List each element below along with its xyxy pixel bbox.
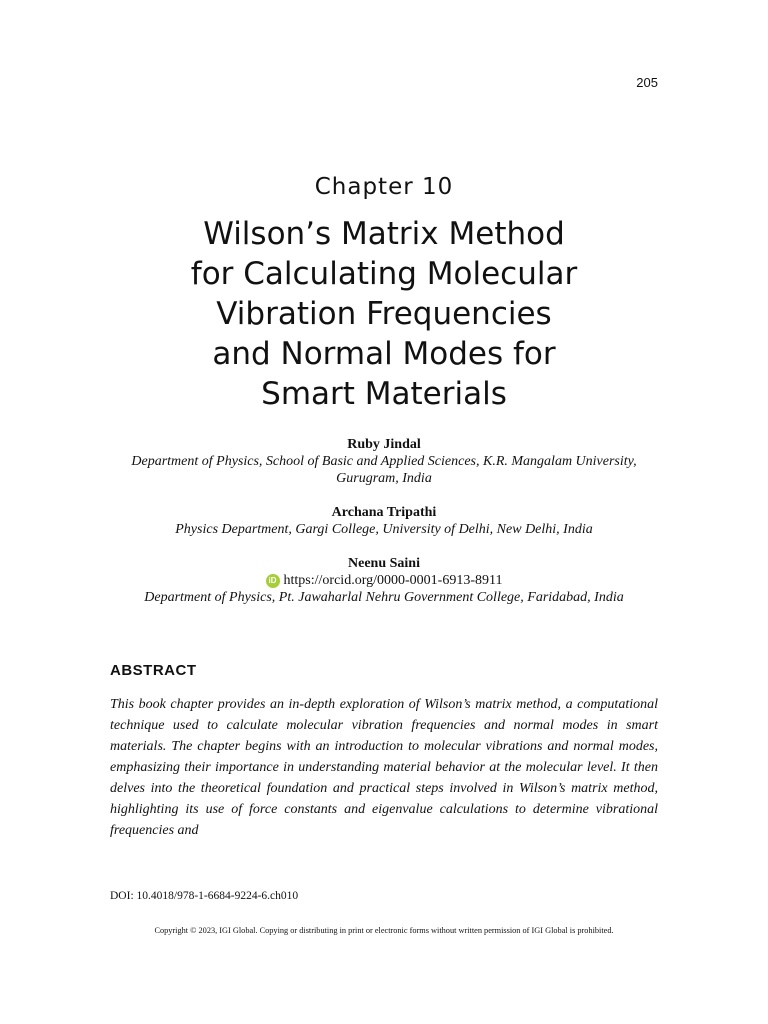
- orcid-link[interactable]: https://orcid.org/0000-0001-6913-8911: [283, 573, 503, 588]
- chapter-title-line: for Calculating Molecular: [190, 256, 578, 292]
- chapter-label: Chapter 10: [314, 174, 454, 200]
- author-affiliation: Physics Department, Gargi College, University of Delhi, New Delhi, India: [175, 522, 593, 537]
- author-block: [110, 504, 658, 538]
- author-block: [110, 436, 658, 487]
- author-list: [110, 436, 658, 606]
- chapter-title-line: Vibration Frequencies: [216, 296, 552, 332]
- orcid-line: [110, 572, 658, 589]
- chapter-title: [84, 214, 684, 414]
- orcid-icon: iD: [266, 574, 280, 588]
- chapter-title-line: Smart Materials: [261, 376, 507, 412]
- author-block: [110, 555, 658, 606]
- page-number: 205: [636, 75, 658, 90]
- author-name: Archana Tripathi: [331, 505, 437, 520]
- abstract-heading: ABSTRACT: [110, 662, 197, 679]
- author-affiliation: Department of Physics, School of Basic and Applied Sciences, K.R. Mangalam University, Gurugram, India: [131, 454, 637, 486]
- chapter-title-line: and Normal Modes for: [212, 336, 556, 372]
- abstract-text: This book chapter provides an in-depth exploration of Wilson’s matrix method, a computational technique used to calculate molecular vibration frequencies and normal modes in smart materials. The chapter begins with an introduction to molecular vibrations and normal modes, emphasizing their importance in understanding material behavior at the molecular level. It then delves into the theoretical foundation and practical steps involved in Wilson’s matrix method, highlighting its use of force constants and eigenvalue calculations to determine vibrational frequencies and: [110, 697, 658, 838]
- copyright-notice: Copyright © 2023, IGI Global. Copying or distributing in print or electronic forms without written permission of IGI Global is prohibited.: [154, 926, 614, 935]
- doi: DOI: 10.4018/978-1-6684-9224-6.ch010: [110, 890, 299, 902]
- author-name: Ruby Jindal: [347, 437, 421, 452]
- chapter-title-line: Wilson’s Matrix Method: [203, 216, 565, 252]
- author-name: Neenu Saini: [348, 556, 420, 571]
- author-affiliation: Department of Physics, Pt. Jawaharlal Nehru Government College, Faridabad, India: [144, 590, 624, 605]
